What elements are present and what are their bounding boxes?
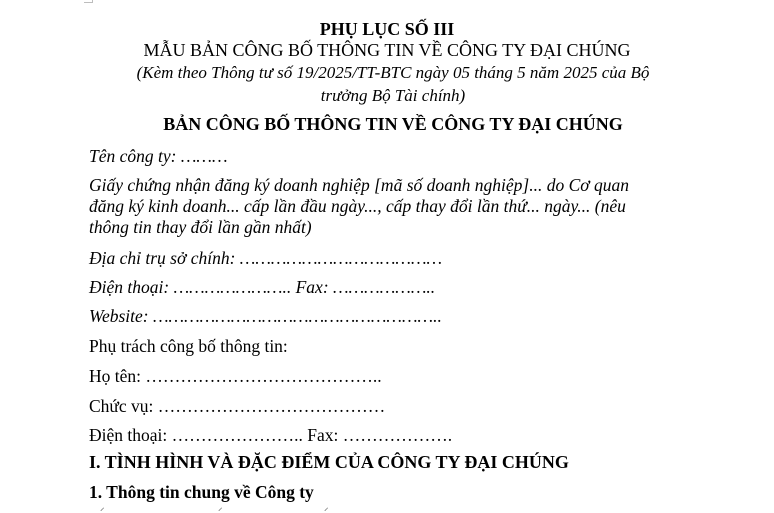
subtitle-line-1: (Kèm theo Thông tư số 19/2025/TT-BTC ngày 05 tháng 5 năm 2025 của Bộ	[136, 63, 650, 82]
certificate-line-2: đăng ký kinh doanh... cấp lần đầu ngày..., cấp thay đổi lần thứ... ngày... (nêu	[89, 196, 626, 216]
phone-fax-field: Điện thoại: ………………….. Fax: ………………..	[89, 277, 436, 297]
position-field: Chức vụ: …………………………………	[89, 396, 386, 416]
website-field: Website: ………………………………………………..	[89, 306, 442, 326]
disclosure-phone-fax-field: Điện thoại: ………………….. Fax: ……………….	[89, 425, 453, 445]
disclosure-person-label: Phụ trách công bố thông tin:	[89, 336, 288, 356]
form-title: MẪU BẢN CÔNG BỐ THÔNG TIN VỀ CÔNG TY ĐẠI CHÚNG	[143, 40, 631, 60]
appendix-heading: PHỤ LỤC SỐ III	[319, 19, 455, 39]
subtitle-line-2: trưởng Bộ Tài chính)	[320, 86, 466, 105]
certificate-line-3: thông tin thay đổi lần gần nhất)	[89, 217, 312, 237]
section-1-subtitle: 1. Thông tin chung về Công ty	[89, 482, 314, 502]
full-name-field: Họ tên: …………………………………..	[89, 366, 382, 386]
section-1-title: I. TÌNH HÌNH VÀ ĐẶC ĐIỂM CỦA CÔNG TY ĐẠI CHÚNG	[89, 452, 569, 472]
cut-off-next-line: ⸍ ⸍ ⸍	[100, 506, 329, 513]
company-name-field: Tên công ty: ………	[89, 146, 228, 166]
address-field: Địa chỉ trụ sở chính: …………………………………	[89, 248, 443, 268]
certificate-line-1: Giấy chứng nhận đăng ký doanh nghiệp [mã số doanh nghiệp]... do Cơ quan	[89, 175, 629, 195]
main-title: BẢN CÔNG BỐ THÔNG TIN VỀ CÔNG TY ĐẠI CHÚNG	[163, 114, 623, 134]
page-corner-mark	[84, 0, 93, 3]
